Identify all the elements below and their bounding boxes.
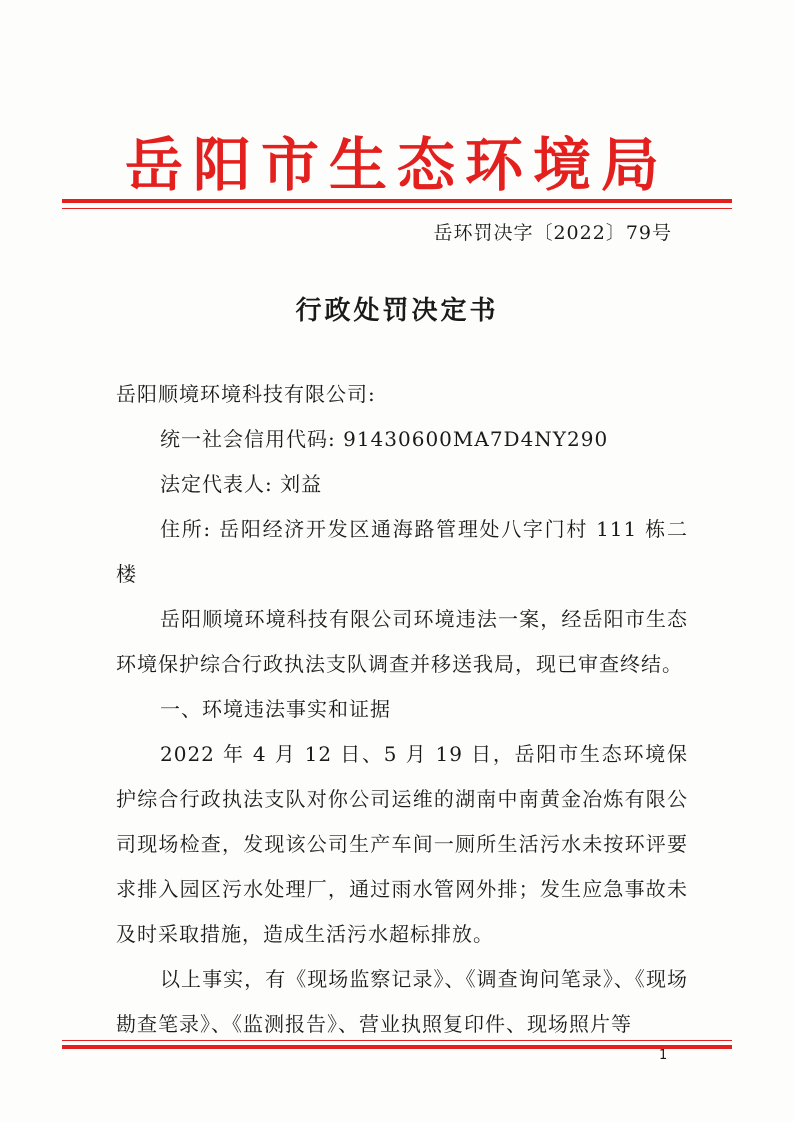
address: 住所: 岳阳经济开发区通海路管理处八字门村 111 栋二楼 <box>116 517 688 586</box>
evidence-paragraph: 以上事实，有《现场监察记录》、《调查询问笔录》、《现场勘查笔录》、《监测报告》、营业执照复印件、现场照片等 <box>116 967 688 1036</box>
footer-rule-thin <box>62 1040 732 1041</box>
footer-rule-thick <box>62 1045 732 1049</box>
header-rule-thick <box>62 199 732 203</box>
document-title: 行政处罚决定书 <box>295 296 499 326</box>
agency-header: 岳阳市生态环境局 <box>124 131 669 199</box>
credit-code: 统一社会信用代码: 91430600MA7D4NY290 <box>160 427 609 451</box>
intro-paragraph: 岳阳顺境环境科技有限公司环境违法一案，经岳阳市生态环境保护综合行政执法支队调查并移送我局，现已审查终结。 <box>116 607 688 676</box>
facts-paragraph: 2022 年 4 月 12 日、5 月 19 日，岳阳市生态环境保护综合行政执法支队对你公司运维的湖南中南黄金冶炼有限公司现场检查，发现该公司生产车间一厕所生活污水未按环评要求排入园区污水处理厂，通过雨水管网外排；发生应急事故未及时采取措施，造成生活污水超标排放。 <box>116 742 688 946</box>
document-number: 岳环罚决字〔2022〕79号 <box>433 222 672 244</box>
legal-representative: 法定代表人: 刘益 <box>160 472 323 496</box>
header-rule-thin <box>62 208 732 209</box>
recipient-name: 岳阳顺境环境科技有限公司: <box>116 382 376 406</box>
section-heading: 一、环境违法事实和证据 <box>160 697 391 721</box>
page-number: 1 <box>659 1048 668 1063</box>
document-body <box>116 372 688 1047</box>
